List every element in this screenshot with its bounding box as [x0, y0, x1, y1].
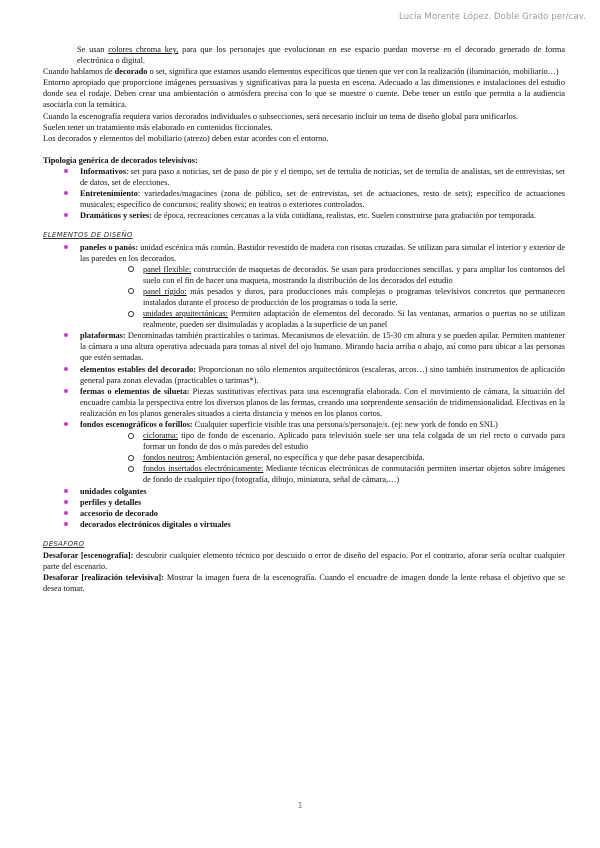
sub-list-item	[43, 452, 565, 463]
item-term: fermas o elementos de silueta:	[80, 386, 190, 396]
list-item	[43, 508, 565, 519]
sub-list-item	[43, 286, 565, 308]
sub-list-item	[43, 308, 565, 330]
tipologia-title: Tipología genérica de decorados televisivos:	[43, 155, 198, 165]
list-item	[43, 188, 565, 210]
item-text: construcción de maquetas de decorados. Se usan para producciones sencillas. y para ampliar los contornos del suelo con el fin de hacer una maqueta, mostrando la distribución de los decorados del estudio	[143, 264, 566, 285]
def-term: Desaforar [realización televisiva]:	[43, 573, 164, 583]
def-term: Desaforar [escenografía]:	[43, 551, 134, 561]
item-text: : variedades/magacines (zona de público, set de entrevistas, set de actuaciones, resto de sets); específico de actuaciones musicales; específico de concursos; reality shows; en teatros o exteriores controlados.	[80, 189, 565, 210]
elementos-section-title: ELEMENTOS DE DISEÑO	[43, 231, 133, 240]
item-term: fondos insertados electrónicamente:	[143, 464, 264, 474]
list-item	[43, 486, 565, 497]
chroma-pre: Se usan	[77, 45, 109, 54]
chroma-key-term: colores chroma key,	[108, 45, 179, 54]
item-text: Proporcionan no sólo elementos arquitectónicos (escaleras, arcos…) sino también instrumentos de aplicación general para zonas elevadas (practicables o tarimas*).	[80, 364, 565, 385]
item-term: fondos escenográficos o forillos:	[80, 420, 193, 429]
elementos-list-cont	[43, 330, 565, 430]
item-term: unidades arquitectónicas:	[143, 309, 228, 319]
item-term: plataformas:	[80, 331, 126, 341]
list-item-fondos	[43, 419, 565, 430]
list-item-fermas	[43, 386, 565, 419]
decorado-paragraph	[43, 66, 565, 77]
decorado-pre: Cuando hablamos de	[43, 67, 115, 77]
chroma-post: para que los personajes que evolucionan en ese espacio puedan moverse en el decorado generado de forma electrónica o digital.	[77, 45, 566, 66]
page-header-author: Lucía Morente López. Doble Grado per/cav.	[399, 12, 586, 22]
item-text: Cualquier superficie visible tras una persona/s/personaje/s. (ej: new york de fondo en SNL)	[192, 420, 498, 429]
list-item	[43, 497, 565, 508]
item-term: fondos neutros:	[143, 453, 195, 463]
item-text: Permiten adaptación de elementos del decorado. Si las ventanas, armarios o puertas no se utilizan realmente, pueden ser disimuladas y acopladas a la superficie de un panel	[143, 309, 565, 330]
sub-list-item	[43, 430, 565, 452]
item-text: más pesados y duros, para producciones más complejas o programas televisivos concretos que permanecen instalados durante el proceso de producción de los programas o toda la serie.	[143, 286, 565, 307]
item-term: accesorio de decorado	[80, 508, 158, 518]
list-item	[43, 166, 565, 188]
item-term: Dramáticos y series:	[80, 211, 152, 221]
item-term: Entretenimiento	[80, 189, 138, 199]
desaforar-escenografia	[43, 550, 565, 572]
item-term: panel rígido:	[143, 286, 187, 296]
item-term: decorados electrónicos digitales o virtuales	[80, 519, 231, 529]
decorado-term: decorado	[114, 67, 148, 77]
item-term: ciclorama:	[143, 431, 179, 441]
list-item-estables	[43, 364, 565, 386]
list-item-plataformas	[43, 330, 565, 363]
item-text: : set para paso a noticias, set de paso de pie y el tiempo, set de tertulia de noticias, set de tertulia de analistas, set de entrevistas, set de datos, set de elecciones.	[80, 166, 565, 188]
paneles-sublist	[43, 264, 565, 331]
item-term: perfiles y detalles	[80, 497, 142, 507]
def-text: Mostrar la imagen fuera de la escenografía. Cuando el encuadre de imagen donde la lente rebasa el objetivo que se desea tomar.	[43, 573, 565, 594]
item-text: Denominadas también practicables o tarimas. Mecanismos de elevación. de 15-30 cm altura y se pueden apilar. Permiten mantener la cámara a una altura operativa adecuada para tomas al nivel del ojo humano. Mirando hacia arriba o abajo, así como para ubicar a las personas que estén sentadas.	[80, 331, 565, 363]
item-text: Piezas sustitutivas efectivas para una escenografía elaborada. Con el movimiento de cámara, la situación del encuadre cambia la perspectiva entre los diversos planos de las fermas, creando una sorprendente sensación de tridimensionalidad. Efectivas en la realización en los planos generales situados a cierta distancia y menos en los planos cortos.	[80, 386, 565, 418]
list-item	[43, 210, 565, 221]
atrezo-paragraph: Los decorados y elementos del mobiliario (atrezo) deben estar acordes con el entorno.	[43, 133, 329, 143]
item-term: elementos estables del decorado:	[80, 364, 197, 374]
item-term: unidades colgantes	[80, 486, 147, 496]
item-text: de época, recreaciones cercanas a la vida cotidiana, realistas, etc. Suelen construirse para grabación por temporada.	[151, 211, 536, 221]
item-term: Informativos	[80, 166, 127, 176]
sub-list-item	[43, 264, 565, 286]
item-term: paneles o panós:	[80, 242, 139, 252]
fondos-sublist	[43, 430, 565, 485]
desaforo-section-title: DESAFORO	[43, 539, 85, 548]
document-body	[43, 44, 565, 594]
page-number: 1	[297, 801, 303, 810]
decorado-post: o set, significa que estamos usando elementos específicos que tienen que ver con la realización (iluminación, mobiliario…)	[147, 67, 559, 77]
item-text: tipo de fondo de escenario. Aplicado para televisión suele ser una tela colgada de un riel recto o curvado para formar un fondo de dos o más paredes del estudio	[143, 431, 565, 452]
escenografia-paragraph: Cuando la escenografía requiera varios decorados individuales o subsecciones, será necesario incluir un tema de diseño global para unificarlos.	[43, 111, 519, 121]
def-text: descubrir cualquier elemento técnico por descuido o error de diseño del espacio. Por el contrario, aforar sería ocultar cualquier parte del escenario.	[43, 551, 565, 572]
item-text: Ambientación general, no específica y que debe pasar desapercibida.	[194, 453, 425, 463]
chroma-paragraph	[43, 44, 565, 66]
elementos-list	[43, 242, 565, 264]
elementos-extra-list	[43, 486, 565, 530]
item-text: unidad escénica más común. Bastidor revestido de madera con risotas cruzadas. Se utilizan para simular el interior y exterior de las paredes en los decorados.	[80, 242, 565, 263]
sub-list-item	[43, 463, 565, 485]
entorno-paragraph: Entorno apropiado que proporcione imágenes persuasivas y significativas para la puesta en escena. Adecuado a las dimensiones e instalaciones del estudio donde sea el rodaje. Deben crear una ambientación o atmósfera precisa con lo que se muestre o cuente. Debe tener un estilo que permita a la audiencia asociarla con la temática.	[43, 78, 565, 110]
list-item-paneles	[43, 242, 565, 264]
list-item	[43, 519, 565, 530]
desaforar-realizacion	[43, 572, 565, 594]
item-text: Mediante técnicas electrónicas de conmutación permiten insertar objetos sobre imágenes de fondo de cualquier tipo (fotografía, dibujo, miniatura, señal de cámara,…)	[143, 464, 565, 485]
tipologia-list	[43, 166, 565, 221]
item-term: panel flexible:	[143, 264, 192, 274]
suelen-paragraph: Suelen tener un tratamiento más elaborado en contenidos ficcionales.	[43, 122, 273, 132]
